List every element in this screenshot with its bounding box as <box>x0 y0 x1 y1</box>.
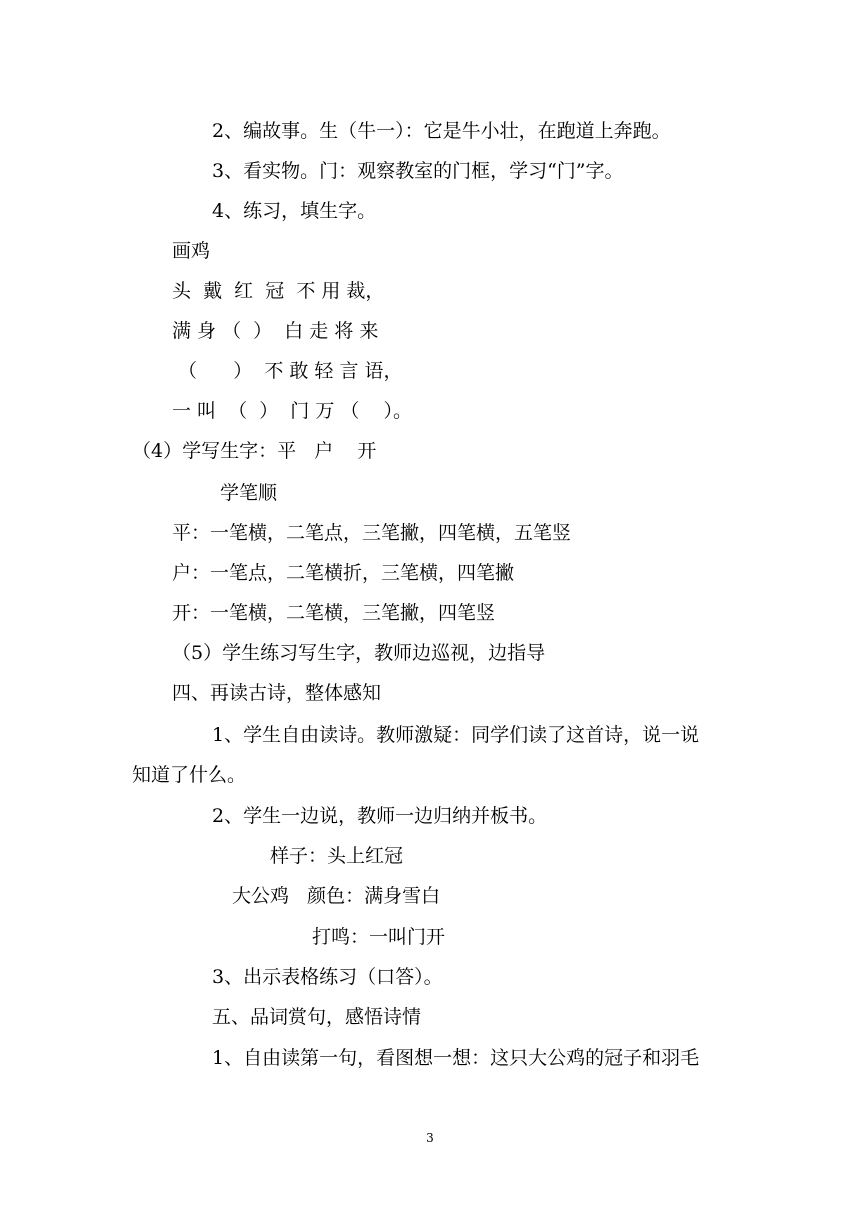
board-line: 大公鸡 颜色：满身雪白 <box>232 885 441 907</box>
text-line: 3、看实物。门：观察教室的门框，学习“门”字。 <box>212 160 624 182</box>
page-number: 3 <box>426 1131 434 1145</box>
board-line: 样子：头上红冠 <box>270 845 404 867</box>
text-line: 开：一笔横，二笔横，三笔撇，四笔竖 <box>172 602 496 624</box>
poem-line: 一 叫 （ ） 门 万 （ ）。 <box>172 400 413 422</box>
text-line: 3、出示表格练习（口答）。 <box>212 966 443 988</box>
section-heading: 五、品词赏句，感悟诗情 <box>212 1006 422 1028</box>
text-line: 平：一笔横，二笔点，三笔撇，四笔横，五笔竖 <box>172 522 572 544</box>
text-line: 2、学生一边说，教师一边归纳并板书。 <box>212 805 548 827</box>
poem-line: 头 戴 红 冠 不 用 裁， <box>172 280 385 302</box>
board-line: 打鸣：一叫门开 <box>312 926 446 948</box>
text-line: 1、自由读第一句，看图想一想：这只大公鸡的冠子和羽毛 <box>212 1047 700 1069</box>
text-line: （4）学写生字：平 户 开 <box>132 440 377 462</box>
text-line: 4、练习，填生字。 <box>212 200 377 222</box>
text-line: 知道了什么。 <box>132 764 247 786</box>
text-line: 1、学生自由读诗。教师激疑：同学们读了这首诗，说一说 <box>212 724 700 746</box>
poem-line: 满 身 （ ） 白 走 将 来 <box>172 320 379 342</box>
poem-line: （ ） 不 敢 轻 言 语， <box>172 360 403 382</box>
text-line: 2、编故事。生（牛一）：它是牛小壮，在跑道上奔跑。 <box>212 120 671 142</box>
poem-title: 画鸡 <box>172 240 211 262</box>
text-line: （5）学生练习写生字，教师边巡视，边指导 <box>172 642 546 664</box>
text-line: 学笔顺 <box>220 482 278 504</box>
section-heading: 四、再读古诗，整体感知 <box>172 682 382 704</box>
text-line: 户：一笔点，二笔横折，三笔横，四笔撇 <box>172 562 515 584</box>
